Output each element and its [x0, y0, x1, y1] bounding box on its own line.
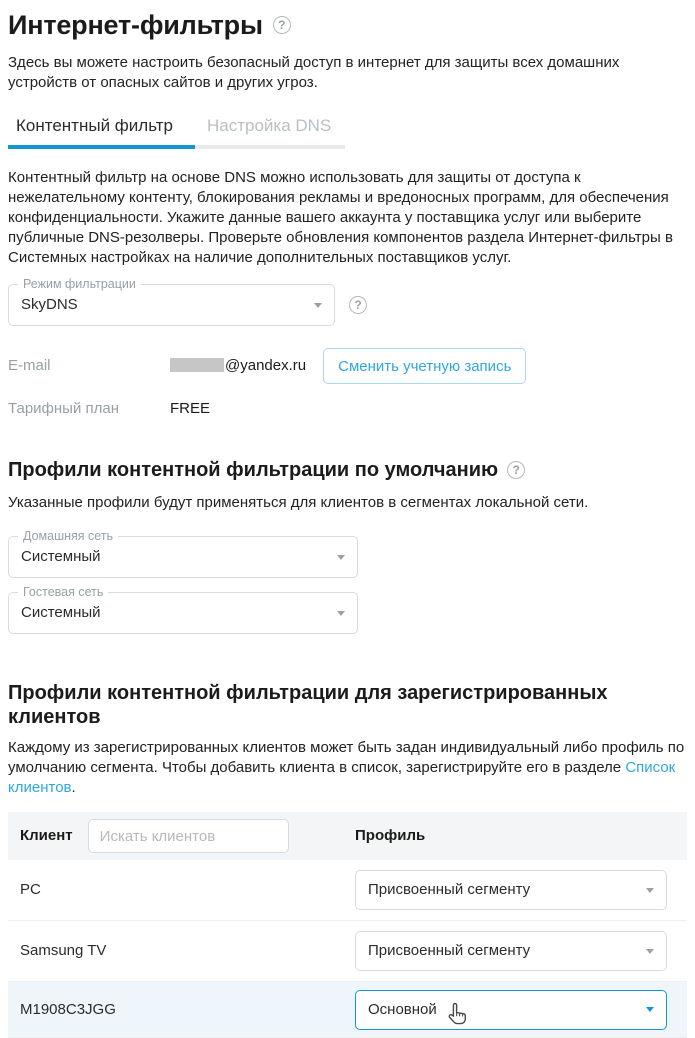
guest-network-value: Системный	[21, 604, 101, 621]
profile-value: Присвоенный сегменту	[368, 942, 531, 959]
profile-column-header: Профиль	[355, 827, 426, 844]
home-network-value: Системный	[21, 548, 101, 565]
default-profiles-help-icon[interactable]: ?	[507, 461, 525, 479]
content-filter-intro: Контентный фильтр на основе DNS можно использовать для защиты от доступа к нежелательному контенту, блокирования рекламы и вредоносных программ, для обеспечения конфиденциальности. Укажите данные вашего аккаунта у поставщика услуг или выберите публичные DNS-резолверы. Проверьте обновления компонентов раздела Интернет-фильтры в Системных настройках на наличие дополнительных поставщиков услуг.	[8, 169, 673, 266]
profile-select[interactable]	[355, 870, 667, 910]
tab-bar	[8, 116, 687, 149]
client-header-cell	[8, 819, 355, 853]
default-profiles-heading: Профили контентной фильтрации по умолчанию	[8, 459, 499, 481]
email-label: E-mail	[8, 357, 51, 374]
clients-table-header	[8, 812, 687, 860]
filter-mode-label: Режим фильтрации	[18, 277, 141, 291]
email-value	[170, 356, 306, 376]
profile-value: Основной	[368, 1000, 437, 1018]
plan-value: FREE	[170, 400, 211, 417]
filter-mode-help-icon[interactable]: ?	[349, 296, 367, 314]
client-name: Samsung TV	[20, 942, 107, 959]
email-row	[8, 348, 687, 384]
description-period: .	[71, 779, 76, 796]
filter-mode-row	[8, 277, 687, 326]
page-title-row	[8, 10, 687, 40]
chevron-down-icon	[337, 611, 345, 616]
masked-email-block	[170, 358, 224, 372]
home-network-select[interactable]	[8, 529, 358, 578]
page-description: Здесь вы можете настроить безопасный доступ в интернет для защиты всех домашних устройств от опасных сайтов и других угроз.	[8, 54, 620, 91]
page-help-icon[interactable]: ?	[273, 16, 291, 34]
chevron-down-icon	[646, 1007, 654, 1012]
default-profiles-section	[8, 458, 687, 634]
table-row-highlighted	[8, 982, 687, 1038]
chevron-down-icon	[314, 303, 322, 308]
guest-network-label: Гостевая сеть	[18, 585, 108, 599]
email-domain: @yandex.ru	[225, 357, 307, 374]
chevron-down-icon	[337, 555, 345, 560]
client-name: M1908C3JGG	[20, 1000, 116, 1018]
plan-row	[8, 399, 687, 419]
default-profiles-description: Указанные профили будут применяться для клиентов в сегментах локальной сети.	[8, 494, 589, 511]
search-clients-input[interactable]	[88, 819, 289, 853]
plan-label: Тарифный план	[8, 400, 120, 417]
tab-dns-settings[interactable]: Настройка DNS	[195, 116, 345, 149]
home-network-label: Домашняя сеть	[18, 529, 118, 543]
tab-content-filter[interactable]: Контентный фильтр	[8, 116, 195, 149]
client-list-link[interactable]: Список клиентов	[8, 759, 676, 796]
filter-mode-select[interactable]	[8, 277, 335, 326]
description-text: Каждому из зарегистрированных клиентов может быть задан индивидуальный либо профиль по умолчанию сегмента. Чтобы добавить клиента в список, зарегистрируйте его в разделе	[8, 739, 685, 776]
profile-select[interactable]	[355, 931, 667, 971]
chevron-down-icon	[646, 949, 654, 954]
chevron-down-icon	[646, 888, 654, 893]
client-profiles-title-row	[8, 681, 687, 729]
change-account-button[interactable]: Сменить учетную запись	[323, 348, 526, 384]
client-column-header: Клиент	[20, 827, 73, 844]
filter-mode-value: SkyDNS	[21, 296, 78, 313]
profile-value: Присвоенный сегменту	[368, 881, 531, 898]
clients-table	[8, 812, 687, 1038]
client-profiles-heading: Профили контентной фильтрации для зарегистрированных клиентов	[8, 682, 608, 728]
table-row	[8, 860, 687, 921]
profile-select-active[interactable]	[355, 990, 667, 1030]
guest-network-select[interactable]	[8, 585, 358, 634]
client-name: PC	[20, 881, 41, 898]
default-profiles-title-row	[8, 458, 687, 482]
hand-cursor-icon	[447, 1001, 468, 1026]
client-profiles-description	[8, 738, 687, 798]
client-profiles-section	[8, 681, 687, 1038]
page-title: Интернет-фильтры	[8, 10, 263, 40]
